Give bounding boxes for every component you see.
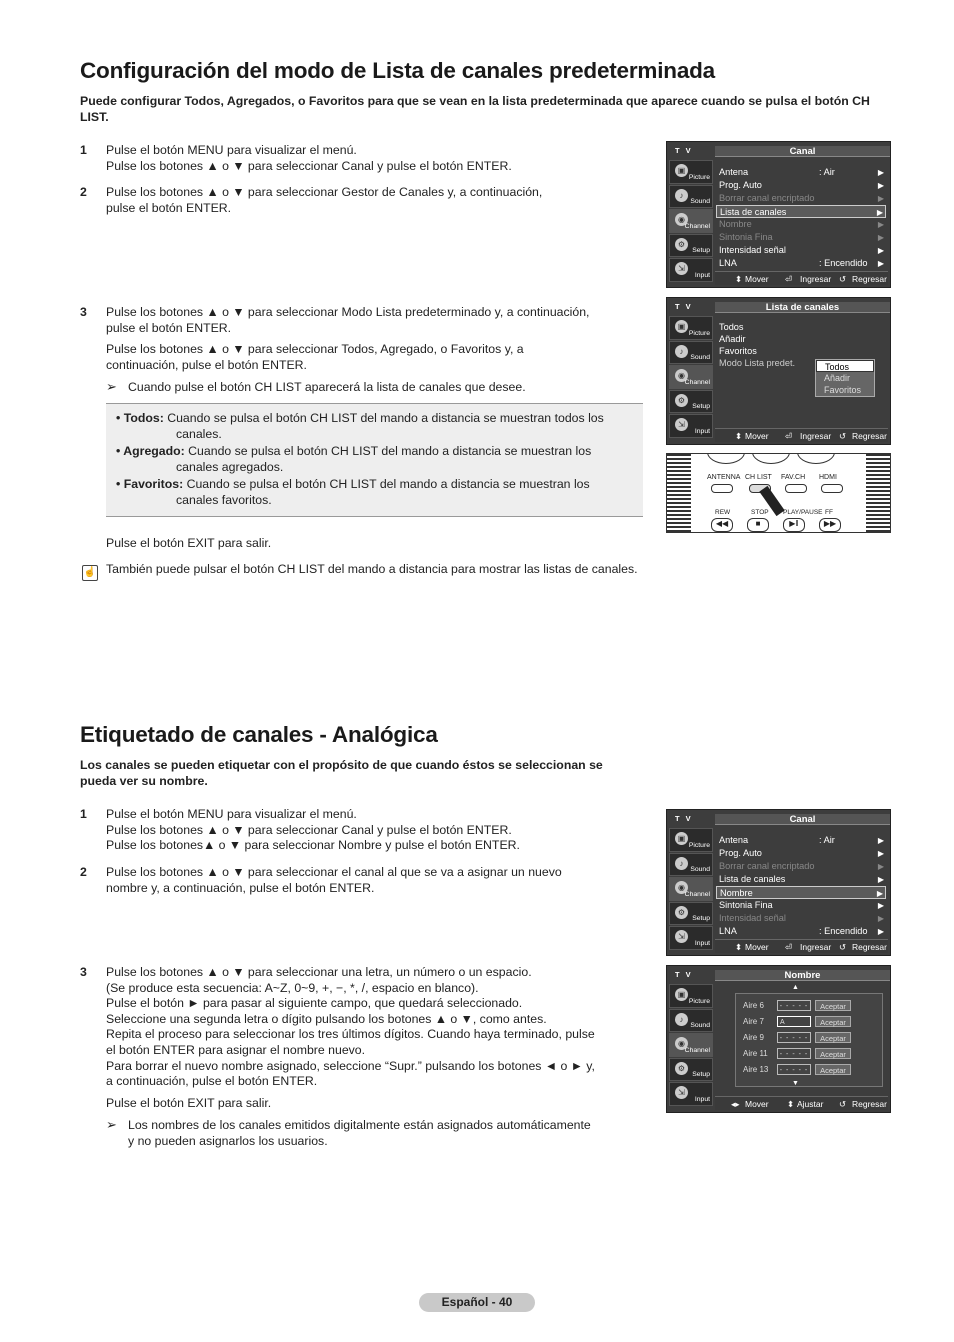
remote-label-antenna: ANTENNA bbox=[707, 474, 741, 481]
return-icon: ↺ bbox=[839, 274, 847, 284]
name-field[interactable]: - - - - - bbox=[777, 1064, 811, 1075]
menu-item-sintonia[interactable] bbox=[719, 231, 886, 244]
remote-edge-right bbox=[866, 454, 890, 533]
item-label: Borrar canal encriptado bbox=[719, 193, 815, 203]
section1-title: Configuración del modo de Lista de canales predeterminada bbox=[80, 58, 715, 83]
input-tab[interactable] bbox=[669, 414, 713, 438]
remote-label-stop: STOP bbox=[751, 509, 769, 516]
osd-sidebar bbox=[669, 984, 713, 1107]
menu-item-prog-auto[interactable] bbox=[719, 179, 886, 192]
setup-icon: ⚙ bbox=[675, 394, 688, 407]
arrow-right-icon: ▶ bbox=[877, 194, 884, 203]
option-agregado bbox=[116, 443, 635, 476]
setup-icon: ⚙ bbox=[675, 238, 688, 251]
item-label: Prog. Auto bbox=[719, 180, 762, 190]
menu-item-antena[interactable] bbox=[719, 834, 886, 847]
channel-tab[interactable] bbox=[669, 209, 713, 233]
foot-enter: Ingresar bbox=[800, 942, 832, 952]
step-line: pulse el botón ENTER. bbox=[106, 200, 232, 215]
menu-item-borrar[interactable] bbox=[719, 860, 886, 873]
foot-enter: Ingresar bbox=[800, 274, 832, 284]
s2-step1 bbox=[80, 807, 640, 857]
osd-title: Canal bbox=[715, 814, 890, 825]
enter-icon: ⏎ bbox=[785, 431, 793, 441]
item-label: Nombre bbox=[719, 219, 752, 229]
leftright-icon: ◂▸ bbox=[731, 1099, 740, 1109]
tab-label: Sound bbox=[690, 1022, 710, 1029]
arrow-right-icon: ▶ bbox=[876, 889, 883, 898]
tab-label: Sound bbox=[690, 198, 710, 205]
s1-step3 bbox=[80, 305, 650, 400]
arrow-right-icon: ▶ bbox=[877, 927, 884, 936]
foot-back: Regresar bbox=[852, 1099, 887, 1109]
menu-item-lna[interactable] bbox=[719, 257, 886, 270]
list-item-favoritos[interactable]: Favoritos bbox=[719, 346, 757, 356]
picture-tab[interactable] bbox=[669, 984, 713, 1008]
menu-item-nombre[interactable] bbox=[716, 886, 886, 899]
menu-item-lna[interactable] bbox=[719, 925, 886, 938]
menu-item-prog-auto[interactable] bbox=[719, 847, 886, 860]
tab-label: Picture bbox=[688, 841, 710, 849]
osd-title: Lista de canales bbox=[715, 302, 890, 313]
arrow-right-icon: ▶ bbox=[877, 220, 884, 229]
return-icon: ↺ bbox=[839, 431, 847, 441]
channel-icon: ◉ bbox=[675, 1037, 688, 1050]
channel-icon: ◉ bbox=[675, 881, 688, 894]
section2-title: Etiquetado de canales - Analógica bbox=[80, 722, 438, 747]
osd-title: Canal bbox=[715, 146, 890, 157]
page-footer: Español - 40 bbox=[419, 1293, 535, 1312]
arrow-right-icon: ▶ bbox=[877, 901, 884, 910]
remote-button bbox=[707, 453, 745, 464]
tv-label: T V bbox=[675, 146, 693, 155]
s2-step2 bbox=[80, 865, 640, 905]
osd-sidebar bbox=[669, 316, 713, 439]
input-tab[interactable] bbox=[669, 926, 713, 950]
sound-icon: ♪ bbox=[675, 857, 688, 870]
input-icon: ⇲ bbox=[675, 1086, 688, 1099]
channel-tab[interactable] bbox=[669, 877, 713, 901]
tab-label: Setup bbox=[692, 247, 710, 254]
rew-icon: ◀◀ bbox=[711, 518, 733, 532]
step-line: pulse el botón ENTER. bbox=[106, 320, 232, 335]
option-todos bbox=[116, 410, 635, 443]
sound-tab[interactable] bbox=[669, 853, 713, 877]
channel-label: Aire 13 bbox=[743, 1065, 769, 1074]
option-text: Cuando se pulsa el botón CH LIST del mando a distancia se muestran los canales agregados. bbox=[176, 443, 592, 475]
menu-item-sintonia[interactable] bbox=[719, 899, 886, 912]
osd-title: Nombre bbox=[715, 970, 890, 981]
stop-icon: ■ bbox=[747, 518, 769, 532]
mode-dropdown[interactable] bbox=[815, 359, 875, 397]
channel-icon: ◉ bbox=[675, 369, 688, 382]
note-text: Los nombres de los canales emitidos digitalmente están asignados automáticamente bbox=[128, 1118, 591, 1133]
note-arrow-icon: ➢ bbox=[106, 379, 117, 395]
section1-intro: Puede configurar Todos, Agregados, o Favoritos para que se vean en la lista predeterminada que aparece cuando se pulsa el botón CH LIST. bbox=[80, 94, 870, 124]
remote-label-ff: FF bbox=[825, 509, 833, 516]
arrow-right-icon: ▶ bbox=[877, 259, 884, 268]
item-label: LNA bbox=[719, 926, 737, 936]
s2-step3 bbox=[80, 965, 650, 1155]
section2-intro: Los canales se pueden etiquetar con el propósito de que cuando éstos se seleccionan se pueda ver su nombre. bbox=[80, 758, 603, 788]
osd-nombre bbox=[666, 965, 891, 1113]
remote-label-chlist: CH LIST bbox=[745, 474, 772, 481]
step-line: a continuación, pulse el botón ENTER. bbox=[106, 1074, 318, 1089]
item-label: Lista de canales bbox=[719, 874, 786, 884]
osd-canal-menu bbox=[666, 141, 891, 288]
accept-button[interactable]: Aceptar bbox=[815, 1000, 851, 1011]
tab-label: Setup bbox=[692, 1071, 710, 1078]
s1-step2 bbox=[80, 185, 640, 225]
s1-tip: También puede pulsar el botón CH LIST del mando a distancia para mostrar las listas de canales. bbox=[106, 562, 638, 576]
input-icon: ⇲ bbox=[675, 418, 688, 431]
remote-label-favch: FAV.CH bbox=[781, 474, 806, 481]
sound-icon: ♪ bbox=[675, 345, 688, 358]
name-row[interactable] bbox=[743, 1064, 846, 1076]
menu-item-borrar[interactable] bbox=[719, 192, 886, 205]
remote-illustration bbox=[666, 453, 891, 533]
item-value: : Air bbox=[819, 835, 835, 845]
setup-tab[interactable] bbox=[669, 390, 713, 414]
option-anadir[interactable]: Añadir bbox=[824, 373, 851, 383]
remote-edge-left bbox=[667, 454, 691, 533]
option-label: • Agregado: bbox=[116, 443, 185, 458]
tab-label: Picture bbox=[688, 997, 710, 1005]
remote-label-hdmi: HDMI bbox=[819, 474, 837, 481]
osd-footer bbox=[715, 1096, 888, 1110]
arrow-right-icon: ▶ bbox=[877, 849, 884, 858]
arrow-right-icon: ▶ bbox=[877, 836, 884, 845]
sound-icon: ♪ bbox=[675, 1013, 688, 1026]
foot-back: Regresar bbox=[852, 942, 887, 952]
updown-icon: ⬍ bbox=[787, 1099, 795, 1109]
scroll-down-icon: ▼ bbox=[792, 1080, 799, 1087]
step-line: Pulse el botón MENU para visualizar el menú. bbox=[106, 807, 357, 821]
option-text: Cuando se pulsa el botón CH LIST del mando a distancia se muestran todos los canales. bbox=[163, 411, 604, 442]
tab-label: Channel bbox=[684, 890, 710, 898]
sound-tab[interactable] bbox=[669, 341, 713, 365]
step-line: Pulse los botones ▲ o ▼ para seleccionar Modo Lista predeterminado y, a continuación, bbox=[106, 305, 590, 319]
note-arrow-icon: ➢ bbox=[106, 1117, 117, 1133]
menu-item-intensidad[interactable] bbox=[719, 912, 886, 925]
osd-lista-canales bbox=[666, 297, 891, 445]
step-line: Pulse los botones▲ o ▼ para seleccionar Nombre y pulse el botón ENTER. bbox=[106, 838, 520, 853]
channel-label: Aire 9 bbox=[743, 1033, 764, 1042]
step-number: 2 bbox=[80, 185, 87, 199]
setup-tab[interactable] bbox=[669, 902, 713, 926]
tab-label: Channel bbox=[684, 222, 710, 230]
name-row[interactable] bbox=[743, 1016, 846, 1028]
s1-step1 bbox=[80, 143, 640, 183]
step-line: Pulse los botones ▲ o ▼ para seleccionar Canal y pulse el botón ENTER. bbox=[106, 822, 512, 837]
item-label: Sintonia Fina bbox=[719, 900, 773, 910]
name-row[interactable] bbox=[743, 1000, 846, 1012]
tab-label: Channel bbox=[684, 378, 710, 386]
s1-exit: Pulse el botón EXIT para salir. bbox=[106, 536, 272, 550]
osd-footer bbox=[715, 271, 888, 285]
remote-button bbox=[797, 453, 835, 464]
item-value: : Encendido bbox=[819, 258, 868, 268]
menu-item-lista[interactable] bbox=[719, 873, 886, 886]
hdmi-button bbox=[821, 484, 843, 493]
accept-button[interactable]: Aceptar bbox=[815, 1032, 851, 1043]
item-label: Intensidad señal bbox=[719, 245, 786, 255]
osd-footer bbox=[715, 939, 888, 953]
option-label: • Todos: bbox=[116, 411, 164, 425]
tab-label: Picture bbox=[688, 329, 710, 337]
name-field[interactable]: - - - - - bbox=[777, 1032, 811, 1043]
foot-move: Mover bbox=[745, 942, 769, 952]
option-favoritos bbox=[116, 476, 635, 509]
foot-back: Regresar bbox=[852, 274, 887, 284]
accept-button[interactable]: Aceptar bbox=[815, 1064, 851, 1075]
remote-button bbox=[752, 453, 790, 464]
tv-label: T V bbox=[675, 814, 693, 823]
tab-label: Sound bbox=[690, 866, 710, 873]
picture-icon: ▣ bbox=[675, 832, 688, 845]
step-line: Pulse los botones ▲ o ▼ para seleccionar Canal y pulse el botón ENTER. bbox=[106, 158, 512, 173]
option-favoritos[interactable]: Favoritos bbox=[824, 385, 862, 395]
input-icon: ⇲ bbox=[675, 262, 688, 275]
arrow-right-icon: ▶ bbox=[877, 914, 884, 923]
ff-icon: ▶▶ bbox=[819, 518, 841, 532]
step-line: Seleccione una segunda letra o dígito pulsando los botones ▲ o ▼, como antes. bbox=[106, 1011, 547, 1026]
step-number: 3 bbox=[80, 305, 87, 319]
option-todos[interactable]: Todos bbox=[816, 360, 874, 372]
item-value: : Encendido bbox=[819, 926, 868, 936]
note-text: Cuando pulse el botón CH LIST aparecerá la lista de canales que desee. bbox=[128, 380, 526, 395]
item-value: : Air bbox=[819, 167, 835, 177]
foot-move: Mover bbox=[745, 274, 769, 284]
list-item-anadir[interactable]: Añadir bbox=[719, 334, 746, 344]
osd-sidebar bbox=[669, 160, 713, 283]
enter-icon: ⏎ bbox=[785, 274, 793, 284]
accept-button[interactable]: Aceptar bbox=[815, 1048, 851, 1059]
item-label: Prog. Auto bbox=[719, 848, 762, 858]
item-label: Antena bbox=[719, 835, 749, 845]
updown-icon: ⬍ bbox=[735, 274, 743, 284]
note-text: y no pueden asignarlos los usuarios. bbox=[128, 1133, 328, 1148]
arrow-right-icon: ▶ bbox=[876, 208, 883, 217]
exit-line: Pulse el botón EXIT para salir. bbox=[106, 1095, 272, 1110]
channel-tab[interactable] bbox=[669, 1033, 713, 1057]
osd-sidebar bbox=[669, 828, 713, 951]
arrow-right-icon: ▶ bbox=[877, 233, 884, 242]
tab-label: Picture bbox=[688, 173, 710, 181]
option-text: Cuando se pulsa el botón CH LIST del mando a distancia se muestran los canales favoritos. bbox=[176, 476, 590, 508]
item-label: Intensidad señal bbox=[719, 913, 786, 923]
step-number: 2 bbox=[80, 865, 87, 879]
sound-tab[interactable] bbox=[669, 1009, 713, 1033]
picture-icon: ▣ bbox=[675, 164, 688, 177]
name-row[interactable] bbox=[743, 1048, 846, 1060]
step-number: 1 bbox=[80, 143, 87, 157]
step-line: el botón ENTER para asignar el nombre nuevo. bbox=[106, 1042, 366, 1057]
item-label: Nombre bbox=[720, 888, 753, 898]
tab-label: Channel bbox=[684, 1046, 710, 1054]
input-icon: ⇲ bbox=[675, 930, 688, 943]
options-box bbox=[106, 403, 643, 517]
tab-label: Sound bbox=[690, 354, 710, 361]
step-number: 3 bbox=[80, 965, 87, 979]
step-line: Repita el proceso para seleccionar los tres últimos dígitos. Cuando haya terminado, pulse bbox=[106, 1027, 595, 1042]
list-item-todos[interactable]: Todos bbox=[719, 322, 744, 332]
setup-icon: ⚙ bbox=[675, 906, 688, 919]
input-tab[interactable] bbox=[669, 1082, 713, 1106]
picture-tab[interactable] bbox=[669, 160, 713, 184]
enter-icon: ⏎ bbox=[785, 942, 793, 952]
picture-tab[interactable] bbox=[669, 828, 713, 852]
foot-back: Regresar bbox=[852, 431, 887, 441]
step-line: Pulse los botones ▲ o ▼ para seleccionar una letra, un número o un espacio. bbox=[106, 965, 532, 979]
scroll-up-icon: ▲ bbox=[792, 984, 799, 991]
item-label: Borrar canal encriptado bbox=[719, 861, 815, 871]
step-line: (Se produce esta secuencia: A~Z, 0~9, +, −, *, /, espacio en blanco). bbox=[106, 980, 479, 995]
tab-label: Setup bbox=[692, 915, 710, 922]
arrow-right-icon: ▶ bbox=[877, 862, 884, 871]
step-line: nombre y, a continuación, pulse el botón ENTER. bbox=[106, 880, 375, 895]
menu-item-intensidad[interactable] bbox=[719, 244, 886, 257]
item-label: Lista de canales bbox=[720, 207, 787, 217]
channel-label: Aire 7 bbox=[743, 1017, 764, 1026]
setup-icon: ⚙ bbox=[675, 1062, 688, 1075]
step-line: Pulse el botón MENU para visualizar el menú. bbox=[106, 143, 357, 157]
tv-label: T V bbox=[675, 302, 693, 311]
sound-icon: ♪ bbox=[675, 189, 688, 202]
menu-item-antena[interactable] bbox=[719, 166, 886, 179]
return-icon: ↺ bbox=[839, 1099, 847, 1109]
list-item-modo[interactable]: Modo Lista predet. bbox=[719, 358, 796, 368]
tab-label: Input bbox=[694, 427, 710, 435]
step-line: continuación, pulse el botón ENTER. bbox=[106, 357, 307, 372]
picture-icon: ▣ bbox=[675, 988, 688, 1001]
arrow-right-icon: ▶ bbox=[877, 246, 884, 255]
name-row[interactable] bbox=[743, 1032, 846, 1044]
remote-label-rew: REW bbox=[715, 509, 731, 516]
picture-tab[interactable] bbox=[669, 316, 713, 340]
step-line: Pulse el botón ► para pasar al siguiente campo, que quedará seleccionado. bbox=[106, 996, 523, 1011]
setup-tab[interactable] bbox=[669, 234, 713, 258]
osd-footer bbox=[715, 428, 888, 442]
step-line: Pulse los botones ▲ o ▼ para seleccionar Gestor de Canales y, a continuación, bbox=[106, 185, 543, 199]
name-field[interactable]: A bbox=[777, 1016, 811, 1027]
option-label: • Favoritos: bbox=[116, 476, 184, 491]
channel-icon: ◉ bbox=[675, 213, 688, 226]
foot-move: Mover bbox=[745, 1099, 769, 1109]
step-line: Para borrar el nuevo nombre asignado, seleccione “Supr.” pulsando los botones ◄ o ► y, bbox=[106, 1058, 595, 1073]
antenna-button bbox=[711, 484, 733, 493]
foot-enter: Ingresar bbox=[800, 431, 832, 441]
name-field[interactable]: - - - - - bbox=[777, 1048, 811, 1059]
favch-button bbox=[785, 484, 807, 493]
tv-label: T V bbox=[675, 970, 693, 979]
arrow-right-icon: ▶ bbox=[877, 168, 884, 177]
setup-tab[interactable] bbox=[669, 1058, 713, 1082]
tab-label: Input bbox=[694, 1095, 710, 1103]
menu-item-lista[interactable] bbox=[716, 205, 886, 218]
tab-label: Input bbox=[694, 939, 710, 947]
item-label: Sintonia Fina bbox=[719, 232, 773, 242]
sound-tab[interactable] bbox=[669, 185, 713, 209]
step-line: Pulse los botones ▲ o ▼ para seleccionar el canal al que se va a asignar un nuevo bbox=[106, 865, 562, 879]
tab-label: Setup bbox=[692, 403, 710, 410]
channel-label: Aire 6 bbox=[743, 1001, 764, 1010]
remote-label-play: PLAY/PAUSE bbox=[783, 509, 823, 516]
foot-move: Mover bbox=[745, 431, 769, 441]
picture-icon: ▣ bbox=[675, 320, 688, 333]
accept-button[interactable]: Aceptar bbox=[815, 1016, 851, 1027]
osd-canal-menu-2 bbox=[666, 809, 891, 956]
name-field[interactable]: - - - - - bbox=[777, 1000, 811, 1011]
input-tab[interactable] bbox=[669, 258, 713, 282]
item-label: Antena bbox=[719, 167, 749, 177]
hand-note-icon: ☝ bbox=[82, 565, 98, 581]
arrow-right-icon: ▶ bbox=[877, 181, 884, 190]
channel-label: Aire 11 bbox=[743, 1049, 768, 1058]
foot-adjust: Ajustar bbox=[797, 1099, 824, 1109]
menu-item-nombre[interactable] bbox=[719, 218, 886, 231]
return-icon: ↺ bbox=[839, 942, 847, 952]
step-number: 1 bbox=[80, 807, 87, 821]
play-pause-icon: ▶ǁ bbox=[783, 518, 805, 532]
tab-label: Input bbox=[694, 271, 710, 279]
step-line: Pulse los botones ▲ o ▼ para seleccionar Todos, Agregado, o Favoritos y, a bbox=[106, 342, 524, 357]
channel-tab[interactable] bbox=[669, 365, 713, 389]
item-label: LNA bbox=[719, 258, 737, 268]
updown-icon: ⬍ bbox=[735, 431, 743, 441]
updown-icon: ⬍ bbox=[735, 942, 743, 952]
arrow-right-icon: ▶ bbox=[877, 875, 884, 884]
